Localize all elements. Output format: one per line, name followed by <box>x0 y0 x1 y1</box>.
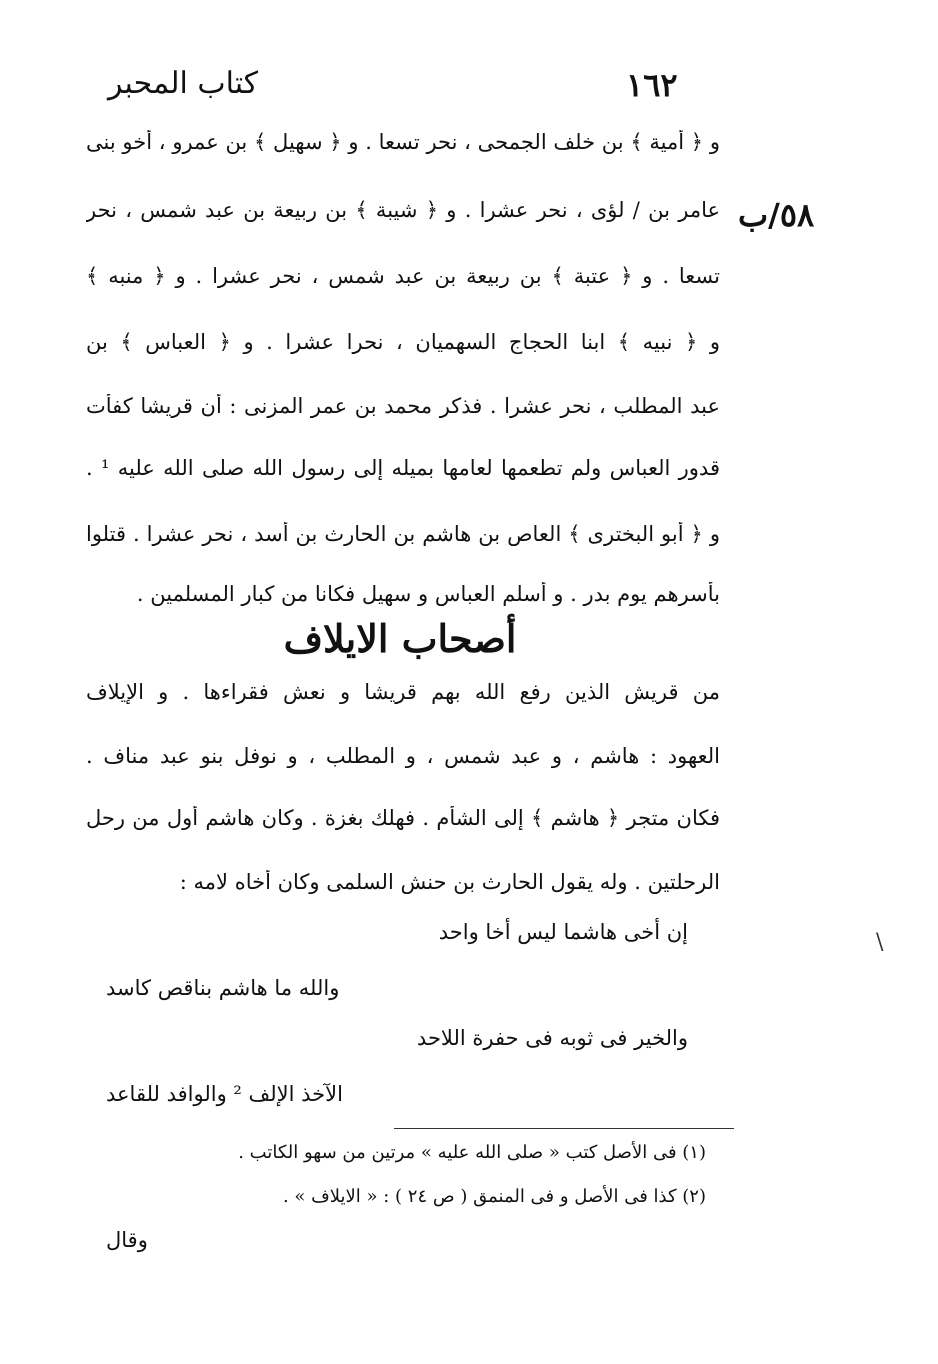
text-line: و ﴿ نبيه ﴾ ابنا الحجاج السهميان ، نحرا عشرا . و ﴿ العباس ﴾ بن <box>86 330 720 354</box>
text-line: فكان متجر ﴿ هاشم ﴾ إلى الشأم . فهلك بغزة . وكان هاشم أول من رحل <box>86 806 720 830</box>
footnote: (١) فى الأصل كتب « صلى الله عليه » مرتين من سهو الكاتب . <box>238 1142 706 1163</box>
margin-side-mark: \ <box>876 930 884 955</box>
verse-line: إن أخى هاشما ليس أخا واحد <box>438 920 688 944</box>
text-line: تسعا . و ﴿ عتبة ﴾ بن ربيعة بن عبد شمس ، نحر عشرا . و ﴿ منبه ﴾ <box>86 264 720 288</box>
verse-line: والخير فى ثوبه فى حفرة اللاحد <box>416 1026 688 1050</box>
text-line: من قريش الذين رفع الله بهم قريشا و نعش فقراءها . و الإيلاف <box>86 680 720 704</box>
text-line: عبد المطلب ، نحر عشرا . فذكر محمد بن عمر المزنى : أن قريشا كفأت <box>86 394 720 418</box>
text-line: قدور العباس ولم تطعمها لعامها بميله إلى رسول الله صلى الله عليه ¹ . <box>86 456 720 480</box>
catchword: وقال <box>106 1228 148 1252</box>
page-number: ١٦٢ <box>626 66 678 104</box>
footnote: (٢) كذا فى الأصل و فى المنمق ( ص ٢٤ ) : « الايلاف » . <box>282 1186 706 1207</box>
text-line: و ﴿ أبو البخترى ﴾ العاص بن هاشم بن الحارث بن أسد ، نحر عشرا . قتلوا <box>86 522 720 546</box>
verse-line: الآخذ الإلف ² والوافد للقاعد <box>106 1082 343 1106</box>
text-line: الرحلتين . وله يقول الحارث بن حنش السلمى وكان أخاه لامه : <box>179 870 720 894</box>
verse-line: والله ما هاشم بناقص كاسد <box>106 976 340 1000</box>
margin-folio-marker: ٥٨/ب <box>738 196 815 234</box>
footnote-divider <box>394 1128 734 1129</box>
text-line: عامر بن / لؤى ، نحر عشرا . و ﴿ شيبة ﴾ بن ربيعة بن عبد شمس ، نحر <box>86 198 720 222</box>
section-heading: أصحاب الايلاف <box>283 616 517 661</box>
running-title: كتاب المحبر <box>108 66 259 101</box>
text-line: بأسرهم يوم بدر . و أسلم العباس و سهيل فكانا من كبار المسلمين . <box>136 582 720 606</box>
text-line: و ﴿ أمية ﴾ بن خلف الجمحى ، نحر تسعا . و ﴿ سهيل ﴾ بن عمرو ، أخو بنى <box>86 130 720 154</box>
text-line: العهود : هاشم ، و عبد شمس ، و المطلب ، و نوفل بنو عبد مناف . <box>86 744 720 768</box>
